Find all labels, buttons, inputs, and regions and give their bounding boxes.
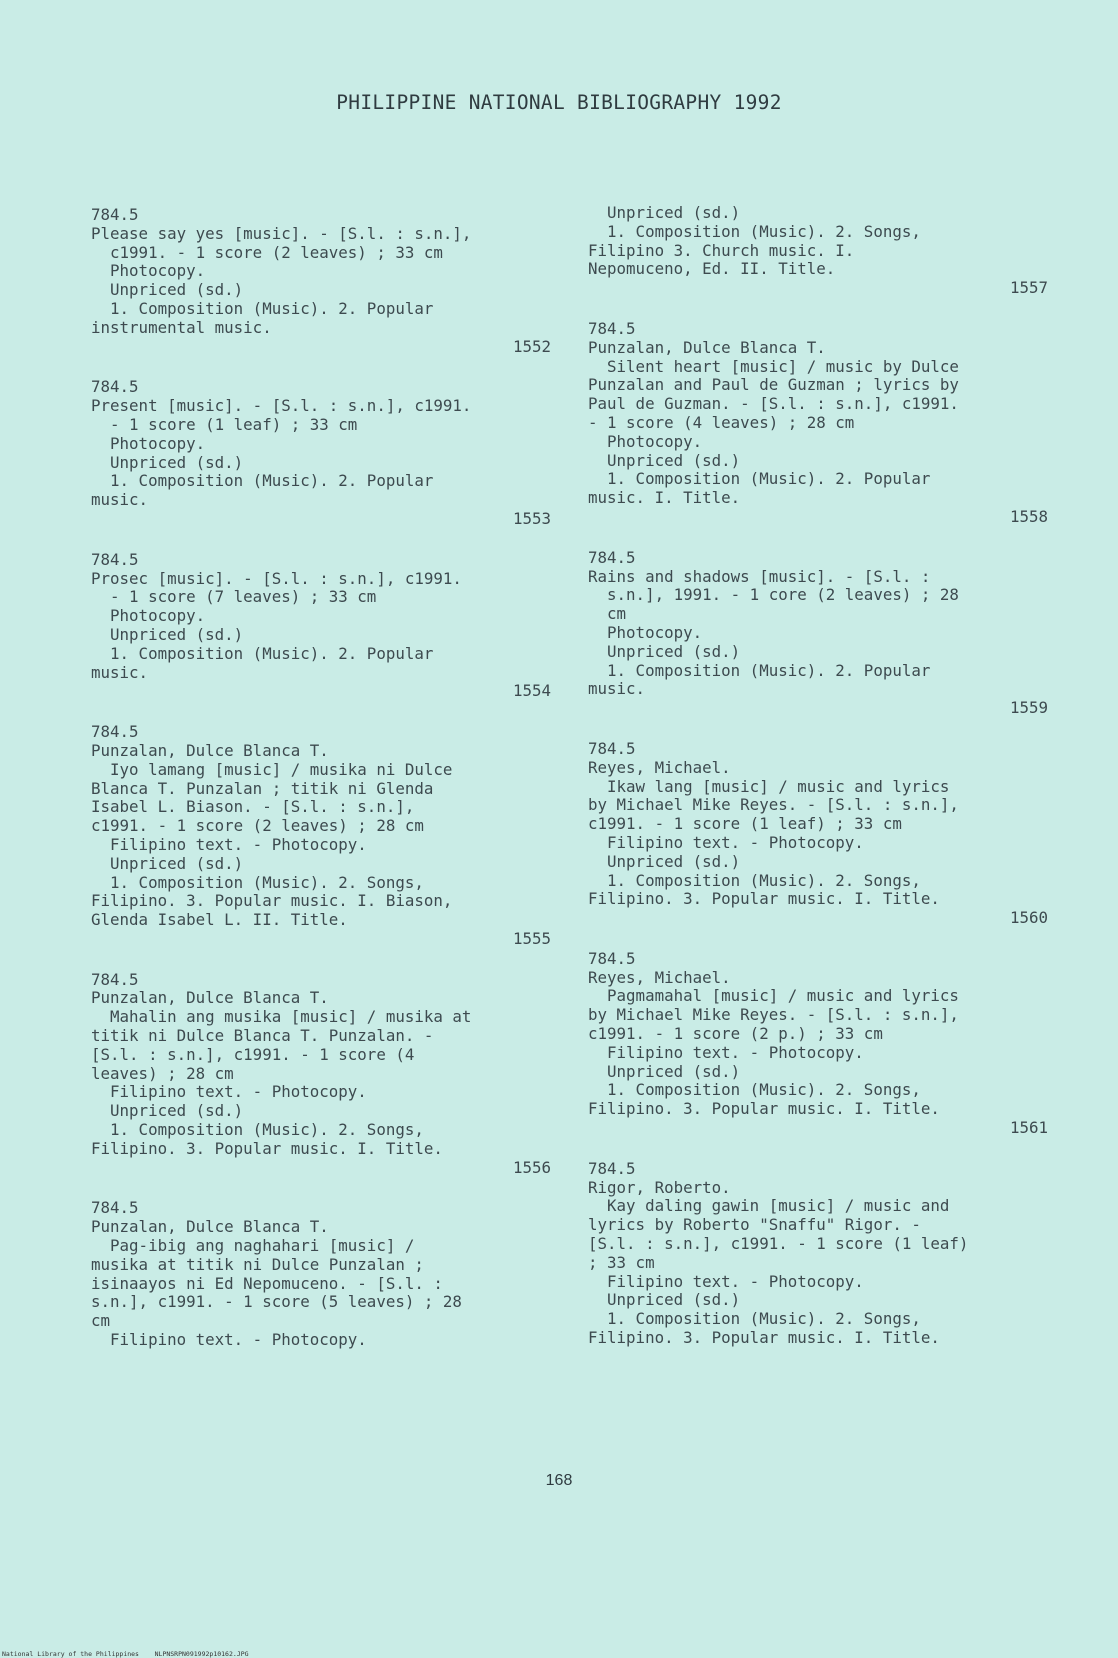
entry-line: 784.5 xyxy=(91,549,139,569)
entry-number: 1554 xyxy=(512,681,551,701)
entry-line: music. I. Title. xyxy=(588,488,741,508)
right-column xyxy=(588,204,1048,1348)
entry-line: titik ni Dulce Blanca T. Punzalan. - xyxy=(91,1026,434,1046)
entry-line: Punzalan, Dulce Blanca T. xyxy=(588,337,826,357)
entry-line: isinaayos ni Ed Nepomuceno. - [S.l. : xyxy=(91,1273,443,1293)
entry-line: Unpriced (sd.) xyxy=(588,1061,741,1081)
entry-line: 784.5 xyxy=(588,318,636,338)
entry-line: 1. Composition (Music). 2. Songs, xyxy=(91,872,424,892)
entry-line: music. xyxy=(91,490,149,510)
entry-line: Unpriced (sd.) xyxy=(91,452,244,472)
entry-line: Filipino text. - Photocopy. xyxy=(91,834,367,854)
entry-line: Filipino. 3. Popular music. I. Title. xyxy=(91,1138,443,1158)
entry-line: Unpriced (sd.) xyxy=(588,203,741,222)
entry-line: 1. Composition (Music). 2. Popular xyxy=(91,298,434,318)
entry-line: Please say yes [music]. - [S.l. : s.n.], xyxy=(91,223,472,243)
entry-line: Filipino. 3. Popular music. I. Title. xyxy=(588,1328,940,1348)
entry-line: c1991. - 1 score (2 leaves) ; 28 cm xyxy=(91,816,424,836)
bibliography-entry xyxy=(91,1199,551,1349)
entry-line: 1. Composition (Music). 2. Popular xyxy=(91,643,434,663)
entry-line: 784.5 xyxy=(588,948,636,968)
bibliography-entry xyxy=(588,1160,1048,1348)
entry-line: 1. Composition (Music). 2. Songs, xyxy=(588,1080,921,1100)
entry-line: Filipino text. - Photocopy. xyxy=(588,1271,864,1291)
bibliography-entry xyxy=(588,950,1048,1138)
entry-number: 1561 xyxy=(1009,1118,1048,1138)
entry-line: Iyo lamang [music] / musika ni Dulce xyxy=(91,759,453,779)
entry-line: Unpriced (sd.) xyxy=(588,1290,741,1310)
entry-line: Reyes, Michael. xyxy=(588,967,731,987)
bibliography-entry xyxy=(91,551,551,701)
entry-line: Filipino text. - Photocopy. xyxy=(91,1330,367,1350)
entry-line: Blanca T. Punzalan ; titik ni Glenda xyxy=(91,778,434,798)
entry-line: Rigor, Roberto. xyxy=(588,1177,731,1197)
entry-line: ; 33 cm xyxy=(588,1252,655,1272)
entry-spacer xyxy=(91,949,551,971)
entry-line: c1991. - 1 score (2 leaves) ; 33 cm xyxy=(91,242,443,262)
entry-line: Reyes, Michael. xyxy=(588,757,731,777)
entry-number: 1558 xyxy=(1009,506,1048,526)
entry-line: - 1 score (7 leaves) ; 33 cm xyxy=(91,587,377,607)
entry-line: Unpriced (sd.) xyxy=(91,1101,244,1121)
bibliography-entry xyxy=(588,204,1048,298)
entry-line: 784.5 xyxy=(588,547,636,567)
entry-spacer xyxy=(91,529,551,551)
entry-line: c1991. - 1 score (2 p.) ; 33 cm xyxy=(588,1024,883,1044)
entry-number: 1556 xyxy=(512,1157,551,1177)
entry-spacer xyxy=(91,1177,551,1199)
entry-line: Photocopy. xyxy=(91,261,206,281)
entry-line: Mahalin ang musika [music] / musika at xyxy=(91,1007,472,1027)
entry-line: lyrics by Roberto "Snaffu" Rigor. - xyxy=(588,1215,921,1235)
entry-line: Unpriced (sd.) xyxy=(91,624,244,644)
entry-spacer xyxy=(588,928,1048,950)
bibliography-entry xyxy=(588,740,1048,928)
entry-line: - 1 score (4 leaves) ; 28 cm xyxy=(588,412,855,432)
entry-number: 1560 xyxy=(1009,908,1048,928)
entry-line: Filipino. 3. Popular music. I. Title. xyxy=(588,1099,940,1119)
entry-line: 784.5 xyxy=(91,205,139,224)
bibliography-entry xyxy=(91,378,551,528)
entry-line: Pag-ibig ang naghahari [music] / xyxy=(91,1236,415,1256)
entry-line: Unpriced (sd.) xyxy=(588,851,741,871)
entry-line: Photocopy. xyxy=(588,431,703,451)
entry-line: Photocopy. xyxy=(91,606,206,626)
entry-line: cm xyxy=(588,604,627,624)
entry-line: 1. Composition (Music). 2. Songs, xyxy=(588,221,921,241)
entry-line: Glenda Isabel L. II. Title. xyxy=(91,910,348,930)
entry-line: music. xyxy=(91,662,149,682)
entry-line: Filipino. 3. Popular music. I. Title. xyxy=(588,889,940,909)
entry-line: 1. Composition (Music). 2. Songs, xyxy=(588,1309,921,1329)
entry-line: instrumental music. xyxy=(91,317,272,337)
entry-spacer xyxy=(588,1138,1048,1160)
entry-line: Nepomuceno, Ed. II. Title. xyxy=(588,259,836,279)
entry-line: Ikaw lang [music] / music and lyrics xyxy=(588,776,950,796)
entry-line: Punzalan, Dulce Blanca T. xyxy=(91,740,329,760)
page-number: 168 xyxy=(545,1472,573,1489)
entry-line: c1991. - 1 score (1 leaf) ; 33 cm xyxy=(588,814,902,834)
entry-spacer xyxy=(588,298,1048,320)
page-title: PHILIPPINE NATIONAL BIBLIOGRAPHY 1992 xyxy=(336,91,782,114)
entry-line: Unpriced (sd.) xyxy=(91,853,244,873)
bibliography-entry xyxy=(588,320,1048,527)
entry-line: Rains and shadows [music]. - [S.l. : xyxy=(588,566,931,586)
entry-line: Filipino 3. Church music. I. xyxy=(588,240,855,260)
bibliography-entry xyxy=(588,549,1048,718)
entry-line: Unpriced (sd.) xyxy=(91,280,244,300)
entry-line: by Michael Mike Reyes. - [S.l. : s.n.], xyxy=(588,795,959,815)
bibliography-entry xyxy=(91,971,551,1178)
entry-line: Pagmamahal [music] / music and lyrics xyxy=(588,986,959,1006)
entry-line: 784.5 xyxy=(588,1158,636,1178)
entry-line: cm xyxy=(91,1311,111,1331)
entry-number: 1557 xyxy=(1009,278,1048,298)
entry-line: Filipino. 3. Popular music. I. Biason, xyxy=(91,891,453,911)
entry-number: 1555 xyxy=(512,928,551,948)
entry-spacer xyxy=(91,356,551,378)
entry-line: Photocopy. xyxy=(588,622,703,642)
entry-line: Filipino text. - Photocopy. xyxy=(588,832,864,852)
entry-spacer xyxy=(91,701,551,723)
entry-line: musika at titik ni Dulce Punzalan ; xyxy=(91,1254,424,1274)
entry-line: s.n.], c1991. - 1 score (5 leaves) ; 28 xyxy=(91,1292,462,1312)
entry-line: 1. Composition (Music). 2. Popular xyxy=(588,469,931,489)
entry-line: Filipino text. - Photocopy. xyxy=(588,1042,864,1062)
entry-line: Unpriced (sd.) xyxy=(588,450,741,470)
entry-line: music. xyxy=(588,679,646,699)
entry-line: Silent heart [music] / music by Dulce xyxy=(588,356,959,376)
footer-credit: National Library of the Philippines NLPNSRPN091992p10162.JPG xyxy=(2,1650,249,1658)
entry-line: leaves) ; 28 cm xyxy=(91,1063,234,1083)
entry-line: Punzalan and Paul de Guzman ; lyrics by xyxy=(588,375,959,395)
entry-line: Prosec [music]. - [S.l. : s.n.], c1991. xyxy=(91,568,462,588)
entry-line: [S.l. : s.n.], c1991. - 1 score (1 leaf) xyxy=(588,1234,969,1254)
entry-line: Punzalan, Dulce Blanca T. xyxy=(91,988,329,1008)
left-column xyxy=(91,206,551,1350)
entry-line: 1. Composition (Music). 2. Popular xyxy=(588,660,931,680)
entry-number: 1559 xyxy=(1009,698,1048,718)
entry-line: 784.5 xyxy=(91,722,139,742)
entry-line: 784.5 xyxy=(91,969,139,989)
entry-spacer xyxy=(588,718,1048,740)
entry-line: Unpriced (sd.) xyxy=(588,641,741,661)
entry-number: 1553 xyxy=(512,508,551,528)
entry-line: Punzalan, Dulce Blanca T. xyxy=(91,1217,329,1237)
bibliography-entry xyxy=(91,206,551,356)
entry-line: 1. Composition (Music). 2. Songs, xyxy=(91,1120,424,1140)
entry-line: 784.5 xyxy=(91,377,139,397)
entry-line: 1. Composition (Music). 2. Songs, xyxy=(588,870,921,890)
entry-line: Filipino text. - Photocopy. xyxy=(91,1082,367,1102)
entry-spacer xyxy=(588,527,1048,549)
entry-line: - 1 score (1 leaf) ; 33 cm xyxy=(91,414,358,434)
entry-line: 1. Composition (Music). 2. Popular xyxy=(91,471,434,491)
entry-line: [S.l. : s.n.], c1991. - 1 score (4 xyxy=(91,1044,415,1064)
entry-line: Photocopy. xyxy=(91,433,206,453)
entry-line: Kay daling gawin [music] / music and xyxy=(588,1196,950,1216)
entry-line: Present [music]. - [S.l. : s.n.], c1991. xyxy=(91,396,472,416)
entry-line: by Michael Mike Reyes. - [S.l. : s.n.], xyxy=(588,1005,959,1025)
entry-line: s.n.], 1991. - 1 core (2 leaves) ; 28 xyxy=(588,585,959,605)
entry-line: 784.5 xyxy=(91,1198,139,1218)
entry-line: Isabel L. Biason. - [S.l. : s.n.], xyxy=(91,797,415,817)
entry-line: 784.5 xyxy=(588,738,636,758)
bibliography-entry xyxy=(91,723,551,949)
entry-number: 1552 xyxy=(512,336,551,356)
entry-line: Paul de Guzman. - [S.l. : s.n.], c1991. xyxy=(588,394,959,414)
